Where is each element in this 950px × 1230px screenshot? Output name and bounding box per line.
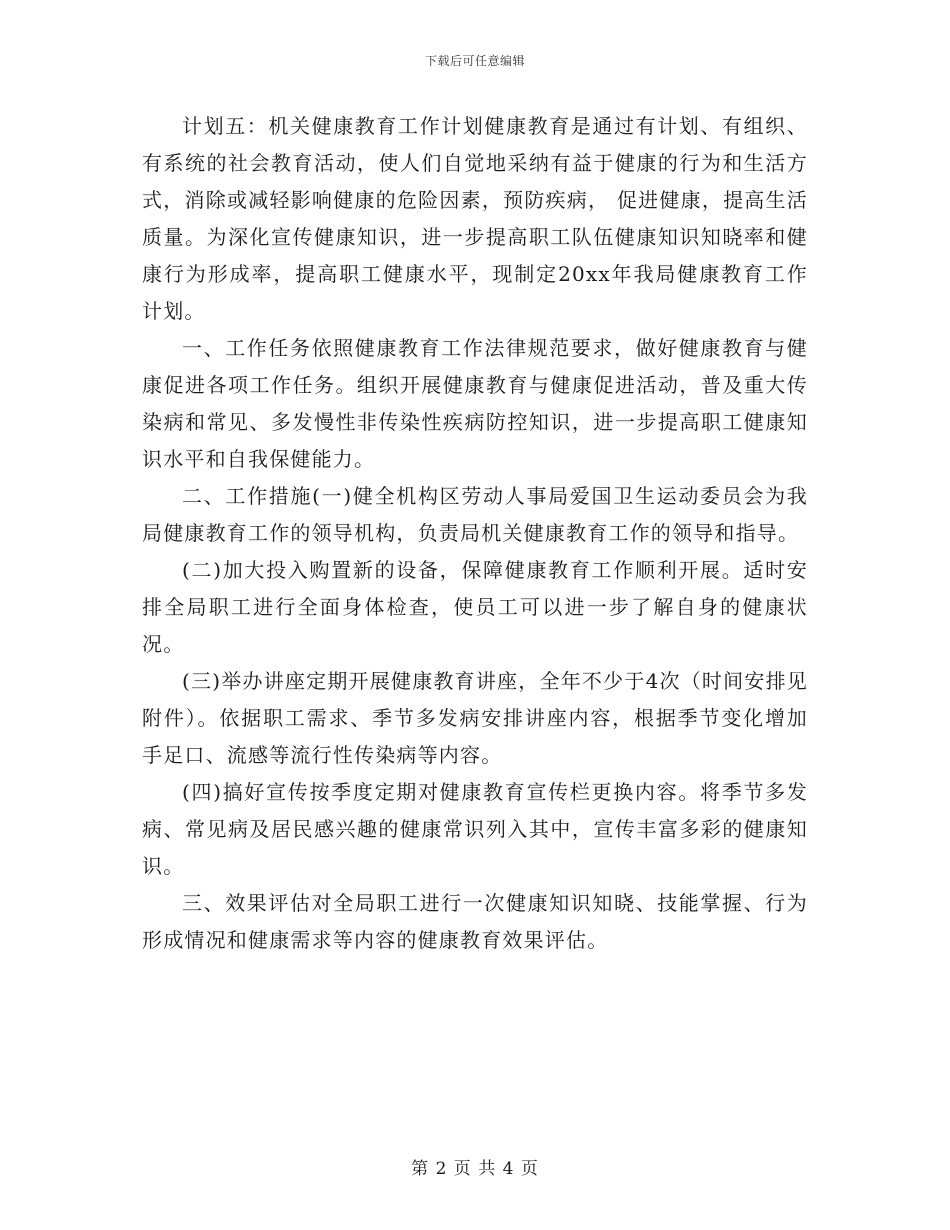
- paragraph-section-2-1: 二、工作措施(一)健全机构区劳动人事局爱国卫生运动委员会为我局健康教育工作的领导机构，负责局机关健康教育工作的领导和指导。: [142, 484, 808, 545]
- paragraph-section-2-2: (二)加大投入购置新的设备，保障健康教育工作顺利开展。适时安排全局职工进行全面身体检查，使员工可以进一步了解自身的健康状况。: [142, 558, 808, 656]
- paragraph-section-2-4: (四)搞好宣传按季度定期对健康教育宣传栏更换内容。将季节多发病、常见病及居民感兴趣的健康常识列入其中，宣传丰富多彩的健康知识。: [142, 780, 808, 878]
- paragraph-intro: 计划五：机关健康教育工作计划健康教育是通过有计划、有组织、有系统的社会教育活动，使人们自觉地采纳有益于健康的行为和生活方式，消除或减轻影响健康的危险因素，预防疾病， 促进健康，提高生活质量。为深化宣传健康知识，进一步提高职工队伍健康知识知晓率和健康行为形成率，提高职工健康水平，现制定20xx年我局健康教育工作 计划。: [142, 114, 808, 323]
- paragraph-section-1: 一、工作任务依照健康教育工作法律规范要求，做好健康教育与健康促进各项工作任务。组织开展健康教育与健康促进活动，普及重大传染病和常见、多发慢性非传染性疾病防控知识，进一步提高职工健康知识水平和自我保健能力。: [142, 336, 808, 471]
- page-number: 第 2 页 共 4 页: [411, 1159, 539, 1179]
- paragraph-section-2-3: (三)举办讲座定期开展健康教育讲座，全年不少于4次（时间安排见附件）。依据职工需求、季节多发病安排讲座内容，根据季节变化增加手足口、流感等流行性传染病等内容。: [142, 669, 808, 767]
- page-header: 下载后可任意编辑: [424, 54, 525, 68]
- document-body: [142, 108, 808, 959]
- paragraph-section-3: 三、效果评估对全局职工进行一次健康知识知晓、技能掌握、行为形成情况和健康需求等内容的健康教育效果评估。: [142, 891, 808, 952]
